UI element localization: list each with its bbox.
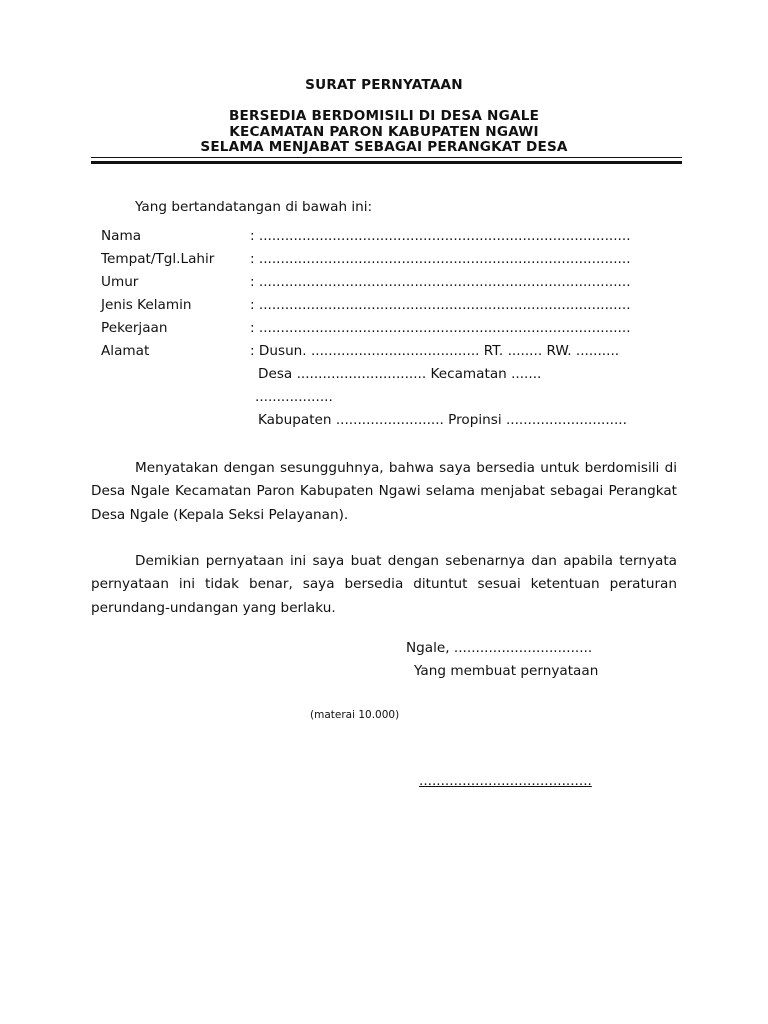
field-label-tempat-tgl-lahir: Tempat/Tgl.Lahir [101, 251, 215, 267]
place-date: Ngale, ................................ [406, 640, 593, 656]
field-label-umur: Umur [101, 274, 139, 290]
signature-label: Yang membuat pernyataan [414, 663, 599, 679]
intro-text: Yang bertandatangan di bawah ini: [135, 199, 373, 215]
statement-text: Menyatakan dengan sesungguhnya, bahwa saya bersedia untuk berdomisili di Desa Ngale Kecamatan Paron Kabupaten Ngawi selama menjabat sebagai Perangkat Desa Ngale (Kepala Seksi Pelayanan). [91, 460, 677, 523]
subtitle-line-2: KECAMATAN PARON KABUPATEN NGAWI [229, 124, 539, 140]
statement-paragraph [91, 457, 677, 527]
header-rule-thin [91, 157, 682, 158]
closing-paragraph [91, 550, 677, 620]
subtitle-line-3: SELAMA MENJABAT SEBAGAI PERANGKAT DESA [200, 139, 568, 155]
header-rule-thick [91, 161, 682, 164]
closing-text: Demikian pernyataan ini saya buat dengan sebenarnya dan apabila ternyata pernyataan ini tidak benar, saya bersedia dituntut sesuai ketentuan peraturan perundang-undangan yang berlaku. [91, 553, 677, 616]
stamp-note: (materai 10.000) [310, 709, 400, 721]
address-desa-line: Desa .............................. Kecamatan ....... [258, 366, 542, 382]
field-label-alamat: Alamat [101, 343, 150, 359]
field-label-jenis-kelamin: Jenis Kelamin [101, 297, 192, 313]
subtitle-line-1: BERSEDIA BERDOMISILI DI DESA NGALE [228, 108, 540, 124]
field-value-tempat-tgl-lahir: : ...................................................................................... [250, 251, 631, 267]
signature-name-line: ........................................ [419, 773, 592, 789]
document-title: SURAT PERNYATAAN [305, 77, 463, 93]
field-value-umur: : ...................................................................................... [250, 274, 631, 290]
address-continuation-line: .................. [255, 389, 333, 405]
address-kabupaten-line: Kabupaten ......................... Propinsi ............................ [258, 412, 627, 428]
field-label-nama: Nama [101, 228, 142, 244]
field-value-pekerjaan: : ...................................................................................... [250, 320, 631, 336]
field-label-pekerjaan: Pekerjaan [101, 320, 168, 336]
field-value-alamat: : Dusun. ....................................... RT. ........ RW. .......... [250, 343, 620, 359]
field-value-nama: : ...................................................................................... [250, 228, 631, 244]
field-value-jenis-kelamin: : ...................................................................................... [250, 297, 631, 313]
